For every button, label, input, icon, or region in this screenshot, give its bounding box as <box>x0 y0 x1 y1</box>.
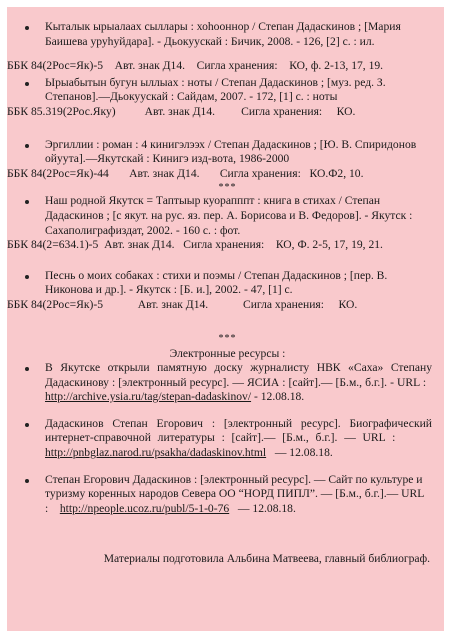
document-page <box>7 7 444 631</box>
book-entry <box>23 76 432 105</box>
entry-description: Эргиллии : роман : 4 кинигэлээх / Степан Дадаскинов ; [Ю. В. Спиридонов ойуута].—Якутскай : Кинигэ изд-вота, 1986-2000 <box>45 137 417 166</box>
bbk-line <box>7 59 432 74</box>
author-sign: Авт. знак Д14. <box>104 238 175 252</box>
eresource-date: — 12.08.18. <box>237 501 296 515</box>
entry-description: Ырыабытын бугун ыллыах : ноты / Степан Дадаскинов ; [муз. ред. З. Степанов].—Дьокуускай : Сайдам, 2007. - 172, [1] с. : ноты <box>45 75 386 104</box>
bbk-line <box>7 238 432 253</box>
book-entry <box>23 20 432 49</box>
author-sign: Авт. знак Д14. <box>114 59 186 73</box>
book-entry <box>23 138 432 167</box>
eresource-link[interactable]: http://archive.ysia.ru/tag/stepan-dadaskinov/ <box>45 390 252 404</box>
bullet-icon <box>25 367 29 371</box>
entry-description: Наш родной Якутск = Таптыыр куорапппт : книга в стихах / Степан Дадаскинов ; [с якут. на рус. яз. пер. А. Борисова и В. Федоров]. - Якутск : Сахаполиграфиздат, 2002. - 160 с. : фот. <box>45 194 413 237</box>
bbk-code: ББК 85.319(2Рос.Яку) <box>7 104 116 118</box>
storage-label: Сигла хранения: <box>196 59 278 73</box>
eresource-link[interactable]: http://pnbglaz.narod.ru/psakha/dadaskinov.html <box>45 446 267 460</box>
bullet-icon <box>25 275 29 279</box>
bbk-line <box>7 298 432 313</box>
storage-value: КО, ф. 2-13, 17, 19. <box>289 59 384 73</box>
storage-label: Сигла хранения: <box>241 104 323 118</box>
storage-value: КО.Ф2, 10. <box>309 166 364 180</box>
bbk-code: ББК 84(2Рос=Як)-5 <box>7 59 104 73</box>
eresources-title: Электронные ресурсы : <box>169 346 286 360</box>
entry-description: Песнь о моих собаках : стихи и поэмы / Степан Дадаскинов ; [пер. В. Никонова и др.]. - Якутск : [Б. и.], 2002. - 47, [1] с. <box>45 268 388 297</box>
eresource-entry <box>23 417 432 461</box>
eresource-date: — 12.08.18. <box>274 446 333 460</box>
compiler-note: Материалы подготовила Альбина Матвеева, главный библиограф. <box>103 552 430 566</box>
bullet-icon <box>25 200 29 204</box>
author-sign: Авт. знак Д14. <box>137 297 209 311</box>
separator: *** <box>218 332 237 344</box>
eresource-description: В Якутске открыли памятную доску журналисту НВК «Саха» Степану Дадаскинову : [электронный ресурс]. — ЯСИА : [сайт].— [Б.м., б.г.]. - URL : <box>45 361 432 389</box>
storage-value: КО, Ф. 2-5, 17, 19, 21. <box>275 238 383 252</box>
bullet-icon <box>25 479 29 483</box>
eresource-link[interactable]: http://npeople.ucoz.ru/publ/5-1-0-76 <box>59 501 230 515</box>
author-sign: Авт. знак Д14. <box>144 104 216 118</box>
bullet-icon <box>25 423 29 427</box>
book-entry <box>23 194 432 238</box>
eresource-description: Дадаскинов Степан Егорович : [электронный ресурс]. Биографический интернет-справочной литературы : [сайт].— [Б.м., б.г.]. — URL : <box>45 416 432 445</box>
storage-label: Сигла хранения: <box>243 297 324 311</box>
eresource-description: Степан Егорович Дадаскинов : [электронный ресурс]. — Сайт по культуре и туризму коренных народов Севера ОО “НОРД ПИПЛ”. — [Б.м., б.г.].— URL : <box>45 472 424 515</box>
book-entry <box>23 269 432 298</box>
bullet-icon <box>25 144 29 148</box>
entry-description: Кыталык ырыалаах сыллары : хоһооннор / Степан Дадаскинов ; [Мария Баишева уруһуйдара]. - Дьокуускай : Бичик, 2008. - 126, [2] с. : ил. <box>45 20 401 48</box>
author-sign: Авт. знак Д14. <box>129 166 200 180</box>
eresource-date: - 12.08.18. <box>253 390 305 404</box>
bullet-icon <box>25 26 29 30</box>
bbk-code: ББК 84(2Рос=Як)-44 <box>7 166 109 180</box>
eresource-entry <box>23 361 432 405</box>
separator: *** <box>218 182 237 194</box>
bullet-icon <box>25 82 29 86</box>
bbk-code: ББК 84(2=634.1)-5 <box>7 238 99 252</box>
bbk-line <box>7 105 432 120</box>
storage-label: Сигла хранения: <box>183 238 265 252</box>
storage-label: Сигла хранения: <box>219 166 301 180</box>
bbk-code: ББК 84(2Рос=Як)-5 <box>7 297 104 311</box>
bbk-line <box>7 167 432 182</box>
storage-value: КО. <box>338 297 358 311</box>
eresource-entry <box>23 473 432 517</box>
storage-value: КО. <box>336 104 356 118</box>
